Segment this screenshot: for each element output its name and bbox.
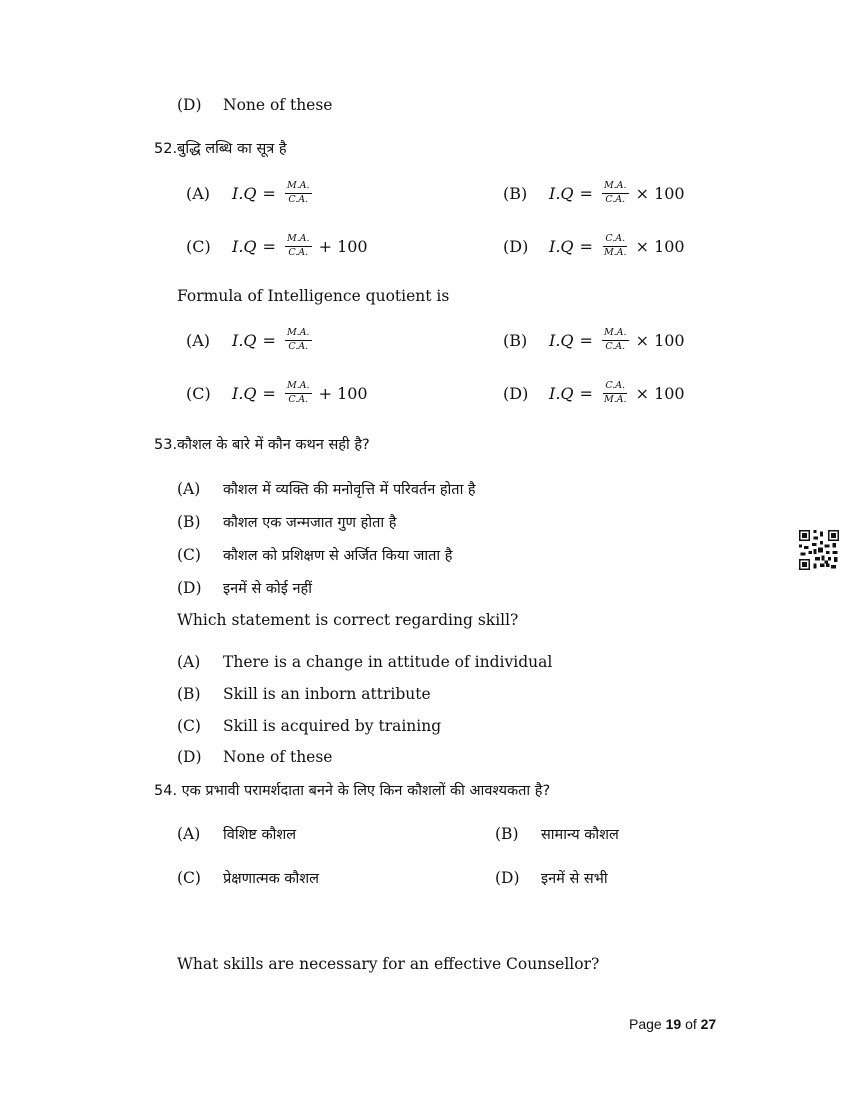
- q52-hi-option-b: (B) I.Q = $\frac{M.A.}{C.A.}$ × 100: [503, 180, 685, 205]
- option-label: (D): [177, 96, 202, 114]
- q53-hi-option-c: (C) कौशल को प्रशिक्षण से अर्जित किया जाता है: [177, 546, 453, 564]
- q52-english-question: Formula of Intelligence quotient is: [177, 287, 450, 305]
- fraction: $\frac{M.A.}{C.A.}$: [603, 327, 627, 352]
- page-number: Page 19 of 27: [629, 1016, 717, 1032]
- q53-en-option-d: (D) None of these: [177, 748, 333, 766]
- fraction: $\frac{M.A.}{C.A.}$: [286, 233, 310, 258]
- q51-option-d: [177, 96, 332, 114]
- q54-hi-option-b: (B) सामान्य कौशल: [495, 825, 619, 843]
- fraction: $\frac{C.A.}{M.A.}$: [603, 380, 627, 405]
- q53-hi-option-d: (D) इनमें से कोई नहीं: [177, 579, 312, 597]
- q52-en-option-d: (D) I.Q = $\frac{C.A.}{M.A.}$ × 100: [503, 380, 685, 405]
- q52-en-option-c: (C) I.Q = $\frac{M.A.}{C.A.}$ + 100: [186, 380, 368, 405]
- q54-hi-option-c: (C) प्रेक्षणात्मक कौशल: [177, 869, 319, 887]
- q52-hi-option-a: (A) I.Q = $\frac{M.A.}{C.A.}$: [186, 180, 310, 205]
- fraction: $\frac{M.A.}{C.A.}$: [286, 327, 310, 352]
- q52-hindi-question: 52.बुद्धि लब्धि का सूत्र है: [154, 141, 287, 157]
- q53-hi-option-a: (A) कौशल में व्यक्ति की मनोवृत्ति में परिवर्तन होता है: [177, 480, 476, 498]
- q52-hi-option-c: (C) I.Q = $\frac{M.A.}{C.A.}$ + 100: [186, 233, 368, 258]
- q53-hindi-question: 53.कौशल के बारे में कौन कथन सही है?: [154, 437, 370, 453]
- q54-hi-option-a: (A) विशिष्ट कौशल: [177, 825, 297, 843]
- q54-hi-option-d: (D) इनमें से सभी: [495, 869, 608, 887]
- fraction: $\frac{M.A.}{C.A.}$: [286, 380, 310, 405]
- q53-en-option-b: (B) Skill is an inborn attribute: [177, 685, 431, 703]
- fraction: $\frac{C.A.}{M.A.}$: [603, 233, 627, 258]
- q52-en-option-a: (A) I.Q = $\frac{M.A.}{C.A.}$: [186, 327, 310, 352]
- q53-english-question: Which statement is correct regarding skill?: [177, 611, 519, 629]
- q52-en-option-b: (B) I.Q = $\frac{M.A.}{C.A.}$ × 100: [503, 327, 685, 352]
- qr-code-icon: [799, 530, 839, 570]
- q52-hi-option-d: (D) I.Q = $\frac{C.A.}{M.A.}$ × 100: [503, 233, 685, 258]
- q54-english-question: What skills are necessary for an effective Counsellor?: [177, 955, 600, 973]
- q53-en-option-c: (C) Skill is acquired by training: [177, 717, 442, 735]
- option-text: None of these: [223, 96, 333, 114]
- fraction: $\frac{M.A.}{C.A.}$: [286, 180, 310, 205]
- fraction: $\frac{M.A.}{C.A.}$: [603, 180, 627, 205]
- q54-hindi-question: 54. एक प्रभावी परामर्शदाता बनने के लिए किन कौशलों की आवश्यकता है?: [154, 783, 551, 799]
- q53-en-option-a: (A) There is a change in attitude of individual: [177, 653, 553, 671]
- q53-hi-option-b: (B) कौशल एक जन्मजात गुण होता है: [177, 513, 397, 531]
